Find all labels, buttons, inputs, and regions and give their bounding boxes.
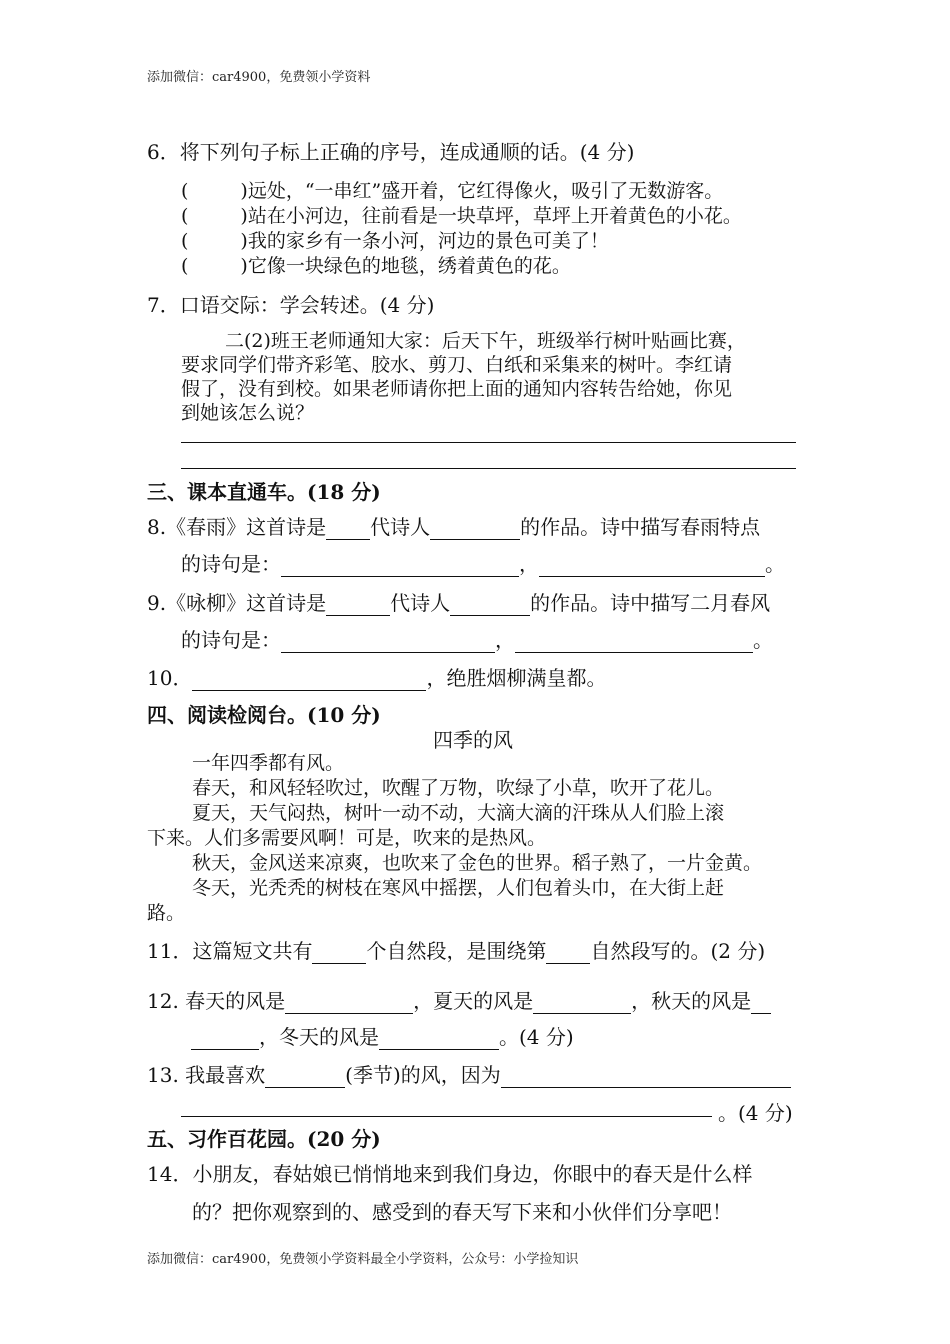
passage-line: 夏天，天气闷热，树叶一动不动，大滴大滴的汗珠从人们脸上滚 [192, 802, 725, 824]
q12-text: 12. 春天的风是 [147, 989, 286, 1013]
q7-answer-line[interactable] [181, 442, 796, 443]
q6-item: ( )我的家乡有一条小河，河边的景色可美了！ [181, 230, 609, 252]
passage-line: 下来。人们多需要风啊！可是，吹来的是热风。 [147, 827, 547, 849]
q7-para-line: 到她该怎么说？ [181, 402, 315, 424]
q13-blank-season[interactable] [265, 1067, 345, 1088]
q12-text: ，秋天的风是 [631, 989, 752, 1013]
q9-comma: ， [495, 628, 515, 652]
q6-item-text: 它像一块绿色的地毯，绣着黄色的花。 [247, 255, 571, 277]
q12-blank-winter[interactable] [379, 1029, 499, 1050]
passage-line: 秋天，金风送来凉爽，也吹来了金色的世界。稻子熟了，一片金黄。 [192, 852, 763, 874]
q6-item: ( )它像一块绿色的地毯，绣着黄色的花。 [181, 255, 571, 277]
q8-blank-poet[interactable] [430, 519, 520, 540]
passage-line: 一年四季都有风。 [192, 752, 345, 774]
q9-text: 的诗句是： [181, 628, 281, 652]
q8-blank-verse2[interactable] [539, 556, 765, 577]
q11-text: 个自然段，是围绕第 [366, 939, 547, 963]
q6-item: ( )远处，“一串红”盛开着，它红得像火，吸引了无数游客。 [181, 180, 724, 202]
q8-comma: ， [519, 552, 539, 576]
q6-item: ( )站在小河边，往前看是一块草坪，草坪上开着黄色的小花。 [181, 205, 742, 227]
q9-end: 。 [753, 628, 773, 652]
q11-blank-para[interactable] [546, 943, 590, 964]
q6-title: 6．将下列句子标上正确的序号，连成通顺的话。(4 分) [147, 140, 635, 164]
q14-line2: 的？把你观察到的、感受到的春天写下来和小伙伴们分享吧！ [192, 1200, 732, 1224]
q8-blank-dynasty[interactable] [326, 519, 370, 540]
passage-line: 冬天，光秃秃的树枝在寒风中摇摆，人们包着头巾，在大街上赶 [192, 877, 725, 899]
q7-para-line: 二(2)班王老师通知大家：后天下午，班级举行树叶贴画比赛， [225, 330, 746, 352]
q10-line [147, 662, 606, 691]
passage-title: 四季的风 [433, 728, 513, 752]
q8-end: 。 [765, 552, 785, 576]
q13-blank-reason[interactable] [501, 1067, 791, 1088]
q7-answer-line[interactable] [181, 468, 796, 469]
q8-line1 [147, 511, 760, 540]
q12-line2 [191, 1021, 574, 1050]
q6-item-text: 我的家乡有一条小河，河边的景色可美了！ [247, 230, 609, 252]
q10-num: 10． [147, 666, 193, 690]
q8-text: 的作品。诗中描写春雨特点 [520, 515, 761, 539]
q13-text: (季节)的风，因为 [345, 1063, 501, 1087]
q7-para-line: 假了，没有到校。如果老师请你把上面的通知内容转告给她，你见 [181, 378, 733, 400]
q8-text: 代诗人 [370, 515, 431, 539]
q8-line2 [181, 548, 785, 577]
q6-item-text: 站在小河边，往前看是一块草坪，草坪上开着黄色的小花。 [247, 205, 742, 227]
q9-text: 代诗人 [390, 591, 451, 615]
q12-blank-summer[interactable] [533, 993, 631, 1014]
q12-text: 。(4 分) [499, 1025, 574, 1049]
q12-blank-autumn-start[interactable] [751, 993, 771, 1014]
q12-text: ，冬天的风是 [259, 1025, 379, 1049]
q12-line1 [147, 985, 771, 1014]
q7-para-line: 要求同学们带齐彩笔、胶水、剪刀、白纸和采集来的树叶。李红请 [181, 354, 733, 376]
q11-text: 11．这篇短文共有 [147, 939, 313, 963]
q8-text: 的诗句是： [181, 552, 281, 576]
section4-title: 四、阅读检阅台。(10 分) [147, 703, 381, 727]
q11-text: 自然段写的。(2 分) [590, 939, 766, 963]
q11-blank-count[interactable] [312, 943, 366, 964]
q13-line1 [147, 1059, 791, 1088]
section5-title: 五、习作百花园。(20 分) [147, 1127, 381, 1151]
q12-blank-autumn-end[interactable] [191, 1029, 259, 1050]
q9-line1 [147, 587, 770, 616]
passage-line: 春天，和风轻轻吹过，吹醒了万物，吹绿了小草，吹开了花儿。 [192, 777, 725, 799]
section3-title: 三、课本直通车。(18 分) [147, 480, 381, 504]
q7-title: 7．口语交际：学会转述。(4 分) [147, 293, 435, 317]
q9-blank-dynasty[interactable] [326, 595, 390, 616]
q13-answer-line[interactable] [181, 1116, 712, 1117]
footer-note: 添加微信：car4900，免费领小学资料最全小学资料，公众号：小学捡知识 [147, 1252, 579, 1267]
q13-text: 13. 我最喜欢 [147, 1063, 266, 1087]
q9-text: 9.《咏柳》这首诗是 [147, 591, 327, 615]
q10-blank[interactable] [192, 670, 426, 691]
q8-blank-verse1[interactable] [281, 556, 519, 577]
header-note: 添加微信：car4900，免费领小学资料 [147, 70, 371, 85]
q12-text: ，夏天的风是 [413, 989, 534, 1013]
q6-item-text: 远处，“一串红”盛开着，它红得像火，吸引了无数游客。 [247, 180, 724, 202]
q9-text: 的作品。诗中描写二月春风 [530, 591, 771, 615]
q9-blank-verse1[interactable] [281, 632, 495, 653]
passage-line: 路。 [147, 902, 186, 924]
q9-blank-verse2[interactable] [515, 632, 753, 653]
q9-line2 [181, 624, 773, 653]
q13-end: 。(4 分) [718, 1101, 793, 1125]
q14-line1: 14．小朋友，春姑娘已悄悄地来到我们身边，你眼中的春天是什么样 [147, 1162, 753, 1186]
q10-tail: ，绝胜烟柳满皇都。 [426, 666, 607, 690]
q12-blank-spring[interactable] [285, 993, 413, 1014]
q11-line [147, 935, 765, 964]
q8-text: 8.《春雨》这首诗是 [147, 515, 327, 539]
q9-blank-poet[interactable] [450, 595, 530, 616]
